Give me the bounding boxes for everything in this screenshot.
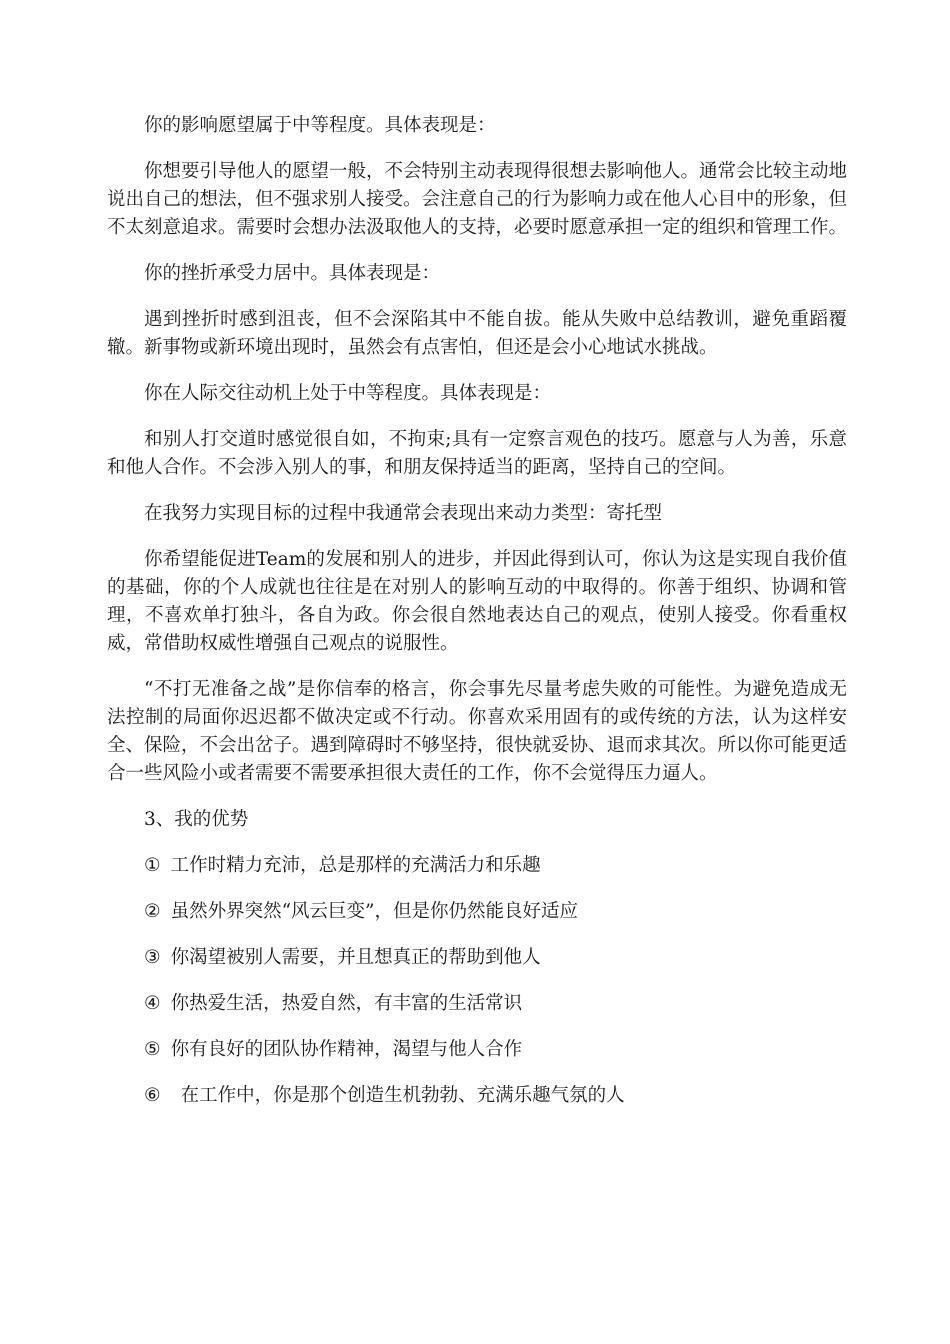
paragraph-risk-detail: “不打无准备之战”是你信奉的格言，你会事先尽量考虑失败的可能性。为避免造成无法控制的局面你迟迟都不做决定或不行动。你喜欢采用固有的或传统的方法，认为这样安全、保险，不会出岔子。遇到障碍时不够坚持，很快就妥协、退而求其次。所以你可能更适合一些风险小或者需要不需要承担很大责任的工作，你不会觉得压力逼人。 [107,679,848,784]
list-item [107,944,847,972]
list-item [107,1082,847,1110]
paragraph-influence-detail: 你想要引导他人的愿望一般，不会特别主动表现得很想去影响他人。通常会比较主动地说出自己的想法，但不强求别人接受。会注意自己的行为影响力或在他人心目中的形象，但不太刻意追求。需要时会想办法汲取他人的支持，必要时愿意承担一定的组织和管理工作。 [107,161,848,238]
list-marker: ④ [144,993,161,1014]
list-item [107,1036,847,1064]
paragraph-motivation-type: 在我努力实现目标的过程中我通常会表现出来动力类型：寄托型 [144,503,663,524]
list-marker: ① [144,855,161,876]
list-item [107,898,847,926]
list-item-text: 在工作中，你是那个创造生机勃勃、充满乐趣气氛的人 [180,1085,625,1106]
list-item-text: 虽然外界突然“风云巨变”，但是你仍然能良好适应 [170,901,579,922]
section-heading-strengths: 3、我的优势 [144,809,249,830]
list-item [107,852,847,880]
list-marker: ⑤ [144,1039,161,1060]
paragraph-motivation-detail: 你希望能促进Team的发展和别人的进步，并因此得到认可，你认为这是实现自我价值的基础，你的个人成就也往往是在对别人的影响互动的中取得的。你善于组织、协调和管理，不喜欢单打独斗，各自为政。你会很自然地表达自己的观点，使别人接受。你看重权威，常借助权威性增强自己观点的说服性。 [107,549,847,654]
paragraph-social-title: 你在人际交往动机上处于中等程度。具体表现是： [144,383,552,404]
list-item-text: 你有良好的团队协作精神，渴望与他人合作 [170,1039,523,1060]
list-item-text: 你热爱生活，热爱自然，有丰富的生活常识 [170,993,523,1014]
paragraph-frustration-detail: 遇到挫折时感到沮丧，但不会深陷其中不能自拔。能从失败中总结教训，避免重蹈覆辙。新事物或新环境出现时，虽然会有点害怕，但还是会小心地试水挑战。 [107,309,847,358]
list-item [107,990,847,1018]
paragraph-social-detail: 和别人打交道时感觉很自如，不拘束;具有一定察言观色的技巧。愿意与人为善，乐意和他人合作。不会涉入别人的事，和朋友保持适当的距离，坚持自己的空间。 [107,429,847,478]
document-body [107,112,847,1128]
list-marker: ⑥ [144,1085,161,1106]
list-marker: ③ [144,947,161,968]
list-marker: ② [144,901,161,922]
paragraph-frustration-title: 你的挫折承受力居中。具体表现是： [144,263,441,284]
list-item-text: 你渴望被别人需要，并且想真正的帮助到他人 [170,947,541,968]
paragraph-influence-title: 你的影响愿望属于中等程度。具体表现是： [144,115,496,136]
list-item-text: 工作时精力充沛，总是那样的充满活力和乐趣 [170,855,541,876]
